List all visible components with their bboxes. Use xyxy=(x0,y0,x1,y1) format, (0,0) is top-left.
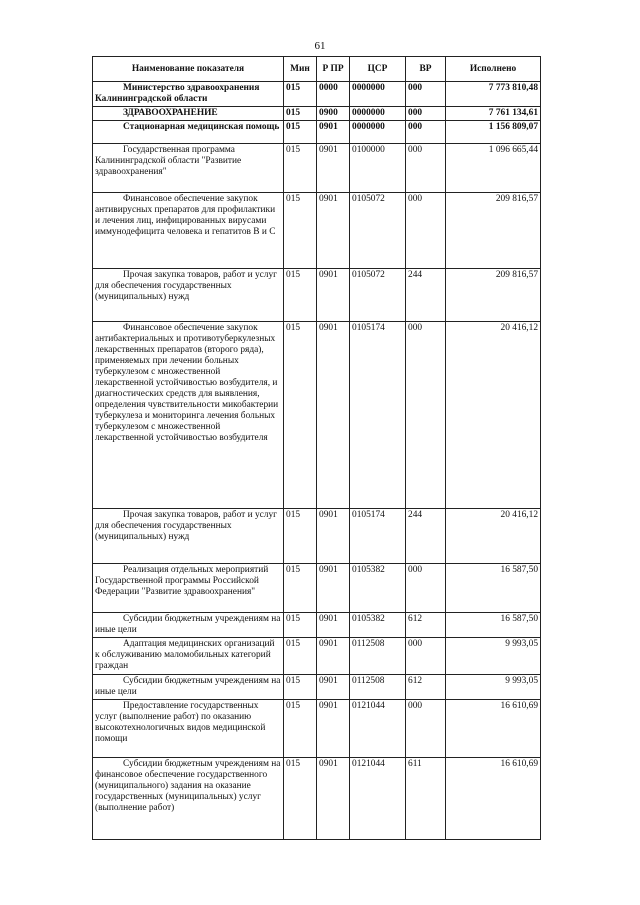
row-name: Субсидии бюджетным учреждениям на финансовое обеспечение государственного (муниципального) задания на оказание государственных (муниципальных) услуг (выполнение работ) xyxy=(93,758,284,840)
row-sum: 1 096 665,44 xyxy=(446,144,541,193)
budget-table xyxy=(92,56,541,840)
row-rpr: 0901 xyxy=(317,144,350,193)
row-sum: 1 156 809,07 xyxy=(446,121,541,144)
row-csr: 0121044 xyxy=(350,758,406,840)
row-vr: 000 xyxy=(406,193,446,269)
row-rpr: 0000 xyxy=(317,82,350,107)
row-csr: 0000000 xyxy=(350,82,406,107)
row-sum: 7 761 134,61 xyxy=(446,107,541,121)
row-vr: 000 xyxy=(406,144,446,193)
row-name: Государственная программа Калининградской области "Развитие здравоохранения" xyxy=(93,144,284,193)
row-name: Реализация отдельных мероприятий Государственной программы Российской Федерации "Развитие здравоохранения" xyxy=(93,564,284,613)
table-row xyxy=(93,121,541,144)
row-name: ЗДРАВООХРАНЕНИЕ xyxy=(93,107,284,121)
header-sum: Исполнено xyxy=(446,57,541,82)
row-min: 015 xyxy=(284,675,317,700)
row-csr: 0105072 xyxy=(350,193,406,269)
row-sum: 209 816,57 xyxy=(446,269,541,322)
row-csr: 0105382 xyxy=(350,613,406,638)
table-row xyxy=(93,322,541,509)
row-min: 015 xyxy=(284,564,317,613)
row-rpr: 0901 xyxy=(317,322,350,509)
row-csr: 0105072 xyxy=(350,269,406,322)
row-sum: 7 773 810,48 xyxy=(446,82,541,107)
row-vr: 612 xyxy=(406,613,446,638)
row-vr: 000 xyxy=(406,121,446,144)
row-name: Стационарная медицинская помощь xyxy=(93,121,284,144)
row-min: 015 xyxy=(284,82,317,107)
row-rpr: 0901 xyxy=(317,758,350,840)
row-min: 015 xyxy=(284,121,317,144)
header-vr: ВР xyxy=(406,57,446,82)
row-min: 015 xyxy=(284,107,317,121)
row-rpr: 0901 xyxy=(317,675,350,700)
row-sum: 9 993,05 xyxy=(446,675,541,700)
row-name: Субсидии бюджетным учреждениям на иные цели xyxy=(93,675,284,700)
row-sum: 20 416,12 xyxy=(446,509,541,564)
table-row xyxy=(93,613,541,638)
row-rpr: 0901 xyxy=(317,193,350,269)
row-min: 015 xyxy=(284,758,317,840)
row-rpr: 0901 xyxy=(317,700,350,758)
page-number: 61 xyxy=(314,40,326,52)
row-min: 015 xyxy=(284,509,317,564)
header-min: Мин xyxy=(284,57,317,82)
row-vr: 000 xyxy=(406,700,446,758)
row-rpr: 0900 xyxy=(317,107,350,121)
row-vr: 244 xyxy=(406,509,446,564)
row-sum: 9 993,05 xyxy=(446,638,541,675)
row-vr: 000 xyxy=(406,564,446,613)
row-vr: 000 xyxy=(406,107,446,121)
row-sum: 209 816,57 xyxy=(446,193,541,269)
table-row xyxy=(93,144,541,193)
row-min: 015 xyxy=(284,193,317,269)
row-rpr: 0901 xyxy=(317,509,350,564)
row-csr: 0105174 xyxy=(350,509,406,564)
row-rpr: 0901 xyxy=(317,638,350,675)
row-sum: 16 610,69 xyxy=(446,700,541,758)
table-header-row xyxy=(93,57,541,82)
row-csr: 0112508 xyxy=(350,638,406,675)
header-name: Наименование показателя xyxy=(93,57,284,82)
row-vr: 611 xyxy=(406,758,446,840)
table-row xyxy=(93,758,541,840)
row-name: Адаптация медицинских организаций к обслуживанию маломобильных категорий граждан xyxy=(93,638,284,675)
row-rpr: 0901 xyxy=(317,613,350,638)
row-name: Прочая закупка товаров, работ и услуг для обеспечения государственных (муниципальных) нужд xyxy=(93,509,284,564)
row-csr: 0121044 xyxy=(350,700,406,758)
row-min: 015 xyxy=(284,638,317,675)
row-name: Министерство здравоохранения Калининградской области xyxy=(93,82,284,107)
row-rpr: 0901 xyxy=(317,121,350,144)
table-row xyxy=(93,269,541,322)
row-min: 015 xyxy=(284,144,317,193)
row-min: 015 xyxy=(284,700,317,758)
row-csr: 0100000 xyxy=(350,144,406,193)
table-row xyxy=(93,700,541,758)
header-rpr: Р ПР xyxy=(317,57,350,82)
row-name: Финансовое обеспечение закупок антивирусных препаратов для профилактики и лечения лиц, инфицированных вирусами иммунодефицита человека и гепатитов В и С xyxy=(93,193,284,269)
row-name: Субсидии бюджетным учреждениям на иные цели xyxy=(93,613,284,638)
row-sum: 20 416,12 xyxy=(446,322,541,509)
row-csr: 0112508 xyxy=(350,675,406,700)
row-vr: 612 xyxy=(406,675,446,700)
table-row xyxy=(93,675,541,700)
row-vr: 244 xyxy=(406,269,446,322)
row-rpr: 0901 xyxy=(317,269,350,322)
row-rpr: 0901 xyxy=(317,564,350,613)
row-name: Прочая закупка товаров, работ и услуг для обеспечения государственных (муниципальных) нужд xyxy=(93,269,284,322)
row-min: 015 xyxy=(284,613,317,638)
table-row xyxy=(93,564,541,613)
row-name: Предоставление государственных услуг (выполнение работ) по оказанию высокотехнологичных видов медицинской помощи xyxy=(93,700,284,758)
row-min: 015 xyxy=(284,269,317,322)
row-sum: 16 587,50 xyxy=(446,613,541,638)
row-vr: 000 xyxy=(406,322,446,509)
table-row xyxy=(93,193,541,269)
row-csr: 0105382 xyxy=(350,564,406,613)
table-row xyxy=(93,509,541,564)
row-name: Финансовое обеспечение закупок антибактериальных и противотуберкулезных лекарственных препаратов (второго ряда), применяемых при лечении больных туберкулезом с множественной лекарственной устойчивостью возбудителя, и диагностических средств для выявления, определения чувствительности микобактерии туберкулеза и мониторинга лечения больных туберкулезом с множественной лекарственной устойчивостью возбудителя xyxy=(93,322,284,509)
row-sum: 16 610,69 xyxy=(446,758,541,840)
row-vr: 000 xyxy=(406,82,446,107)
row-csr: 0105174 xyxy=(350,322,406,509)
row-vr: 000 xyxy=(406,638,446,675)
row-min: 015 xyxy=(284,322,317,509)
table-row xyxy=(93,638,541,675)
row-sum: 16 587,50 xyxy=(446,564,541,613)
row-csr: 0000000 xyxy=(350,121,406,144)
table-row xyxy=(93,107,541,121)
header-csr: ЦСР xyxy=(350,57,406,82)
table-row xyxy=(93,82,541,107)
row-csr: 0000000 xyxy=(350,107,406,121)
